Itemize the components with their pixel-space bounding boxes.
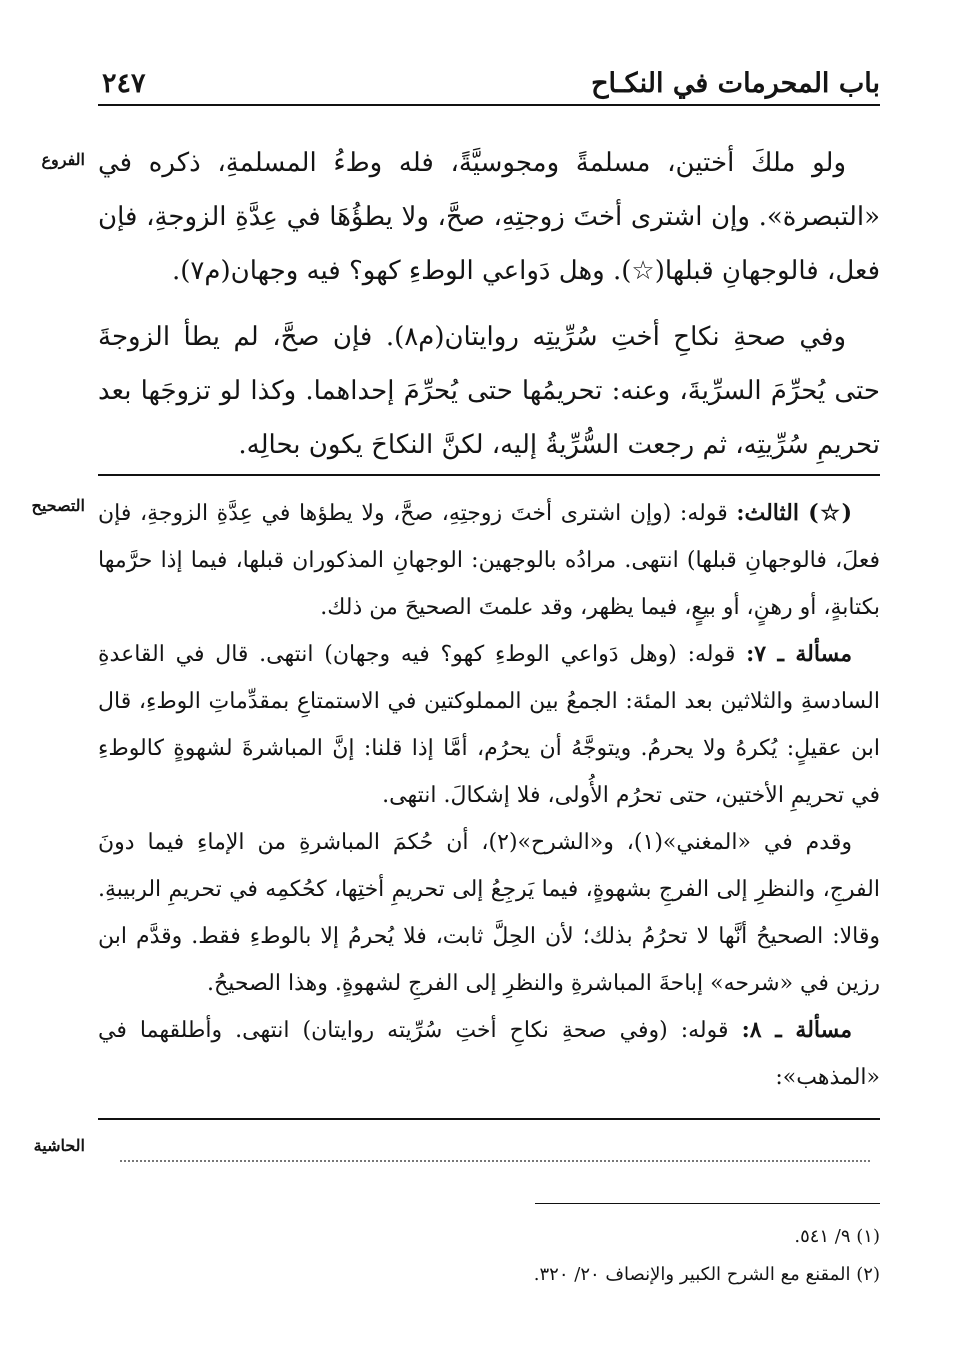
correction-label-4: مسألة ـ ٨: xyxy=(741,1017,853,1043)
correction-label-1: (☆) الثالث: xyxy=(736,500,852,526)
correction-paragraph-1 xyxy=(98,490,880,631)
correction-paragraph-4 xyxy=(98,1007,880,1101)
header-rule xyxy=(98,104,880,106)
correction-paragraph-2 xyxy=(98,631,880,819)
running-title: باب المحرمات في النكـاح xyxy=(591,68,880,99)
correction-text-2: قوله: (وهل دَواعي الوطءِ كهو؟ فيه وجهان) انتهى. قال في القاعدةِ السادسةِ والثلاثين بعد المئة: الجمعُ بين المملوكتين في الاستمتاعِ بمقدِّماتِ الوطءِ، قال ابن عقيلٍ: يُكرهُ ولا يحرمُ. ويتوجَّهُ أن يحرُم، أمَّا إذا قلنا: إنَّ المباشرةَ لشهوةٍ كالوطءِ في تحريمِ الأختين، حتى تحرُم الأُولى، فلا إشكالَ. انتهى. xyxy=(98,642,880,808)
page-header xyxy=(98,58,880,102)
hashiya-divider xyxy=(98,1118,880,1120)
correction-text xyxy=(98,490,880,1101)
main-paragraph-1: ولو ملكَ أختين، مسلمةً ومجوسيَّةً، فله وطءُ المسلمةِ، ذكره في «التبصرة». وإن اشترى أختَ زوجتِهِ، صحَّ، ولا يطؤُهَا في عِدَّةِ الزوجةِ، فإن فعل، فالوجهانِ قبلها(☆). وهل دَواعي الوطءِ كهو؟ فيه وجهان(م٧). xyxy=(98,148,880,286)
margin-label-hashiya: الحاشية xyxy=(33,1136,85,1155)
correction-paragraph-3: وقدم في «المغني»(١)، و«الشرح»(٢)، أن حُكمَ المباشرةِ من الإماءِ فيما دونَ الفرجِ، والنظرِ إلى الفرجِ بشهوةٍ، فيما يَرجِعُ إلى تحريمِ أختِها، كحُكمِه في تحريمِ الربيبةِ. وقالا: الصحيحُ أنَّها لا تحرُمُ بذلك؛ لأن الحِلَّ ثابت، فلا يُحرمُ إلا بالوطءِ فقط. وقدَّم ابن رزين في «شرحه» إباحةَ المباشرةِ والنظرِ إلى الفرجِ لشهوةٍ. وهذا الصحيحُ. xyxy=(98,830,880,996)
footnote-1: (١) ٩/ ٥٤١. xyxy=(794,1226,880,1247)
footnote-2: (٢) المقنع مع الشرح الكبير والإنصاف ٢٠/ ٣٢٠. xyxy=(533,1264,880,1285)
margin-label-tashih: التصحيح xyxy=(31,496,85,515)
correction-text-4: قوله: (وفي صحةِ نكاحِ أختِ سُرِّيته روايتان) انتهى. وأطلقهما في «المذهب»: xyxy=(98,1018,880,1090)
section-divider xyxy=(98,474,880,476)
correction-label-2: مسألة ـ ٧: xyxy=(746,641,852,667)
hashiya-dotted-line xyxy=(120,1160,870,1162)
page-number: ٢٤٧ xyxy=(102,68,146,99)
correction-text-1: قوله: (وإن اشترى أختَ زوجتِهِ، صحَّ، ولا يطؤها في عِدَّةِ الزوجةِ، فإن فعلَ، فالوجهانِ قبلها) انتهى. مرادُه بالوجهين: الوجهانِ المذكوران قبلها، فيما إذا حرَّمها بكتابةٍ، أو رهنٍ، أو بيعٍ، فيما يظهر، وقد علمتَ الصحيحَ من ذلك. xyxy=(98,501,880,620)
main-text xyxy=(98,136,880,472)
footnotes xyxy=(98,1218,880,1294)
margin-label-furu: الفروع xyxy=(41,150,85,169)
main-paragraph-2: وفي صحةِ نكاحِ أختِ سُرِّيتِه روايتان(م٨). فإن صحَّ، لم يطأ الزوجةَ حتى يُحرِّمَ السرِّيةَ، وعنه: تحريمُها حتى يُحرِّمَ إحداهما. وكذا لو تزوجَها بعد تحريمِ سُرِّيتِه، ثم رجعت السُّرِّيةُ إليه، لكنَّ النكاحَ يكون بحالِه. xyxy=(98,322,880,460)
footnote-divider xyxy=(535,1203,880,1204)
